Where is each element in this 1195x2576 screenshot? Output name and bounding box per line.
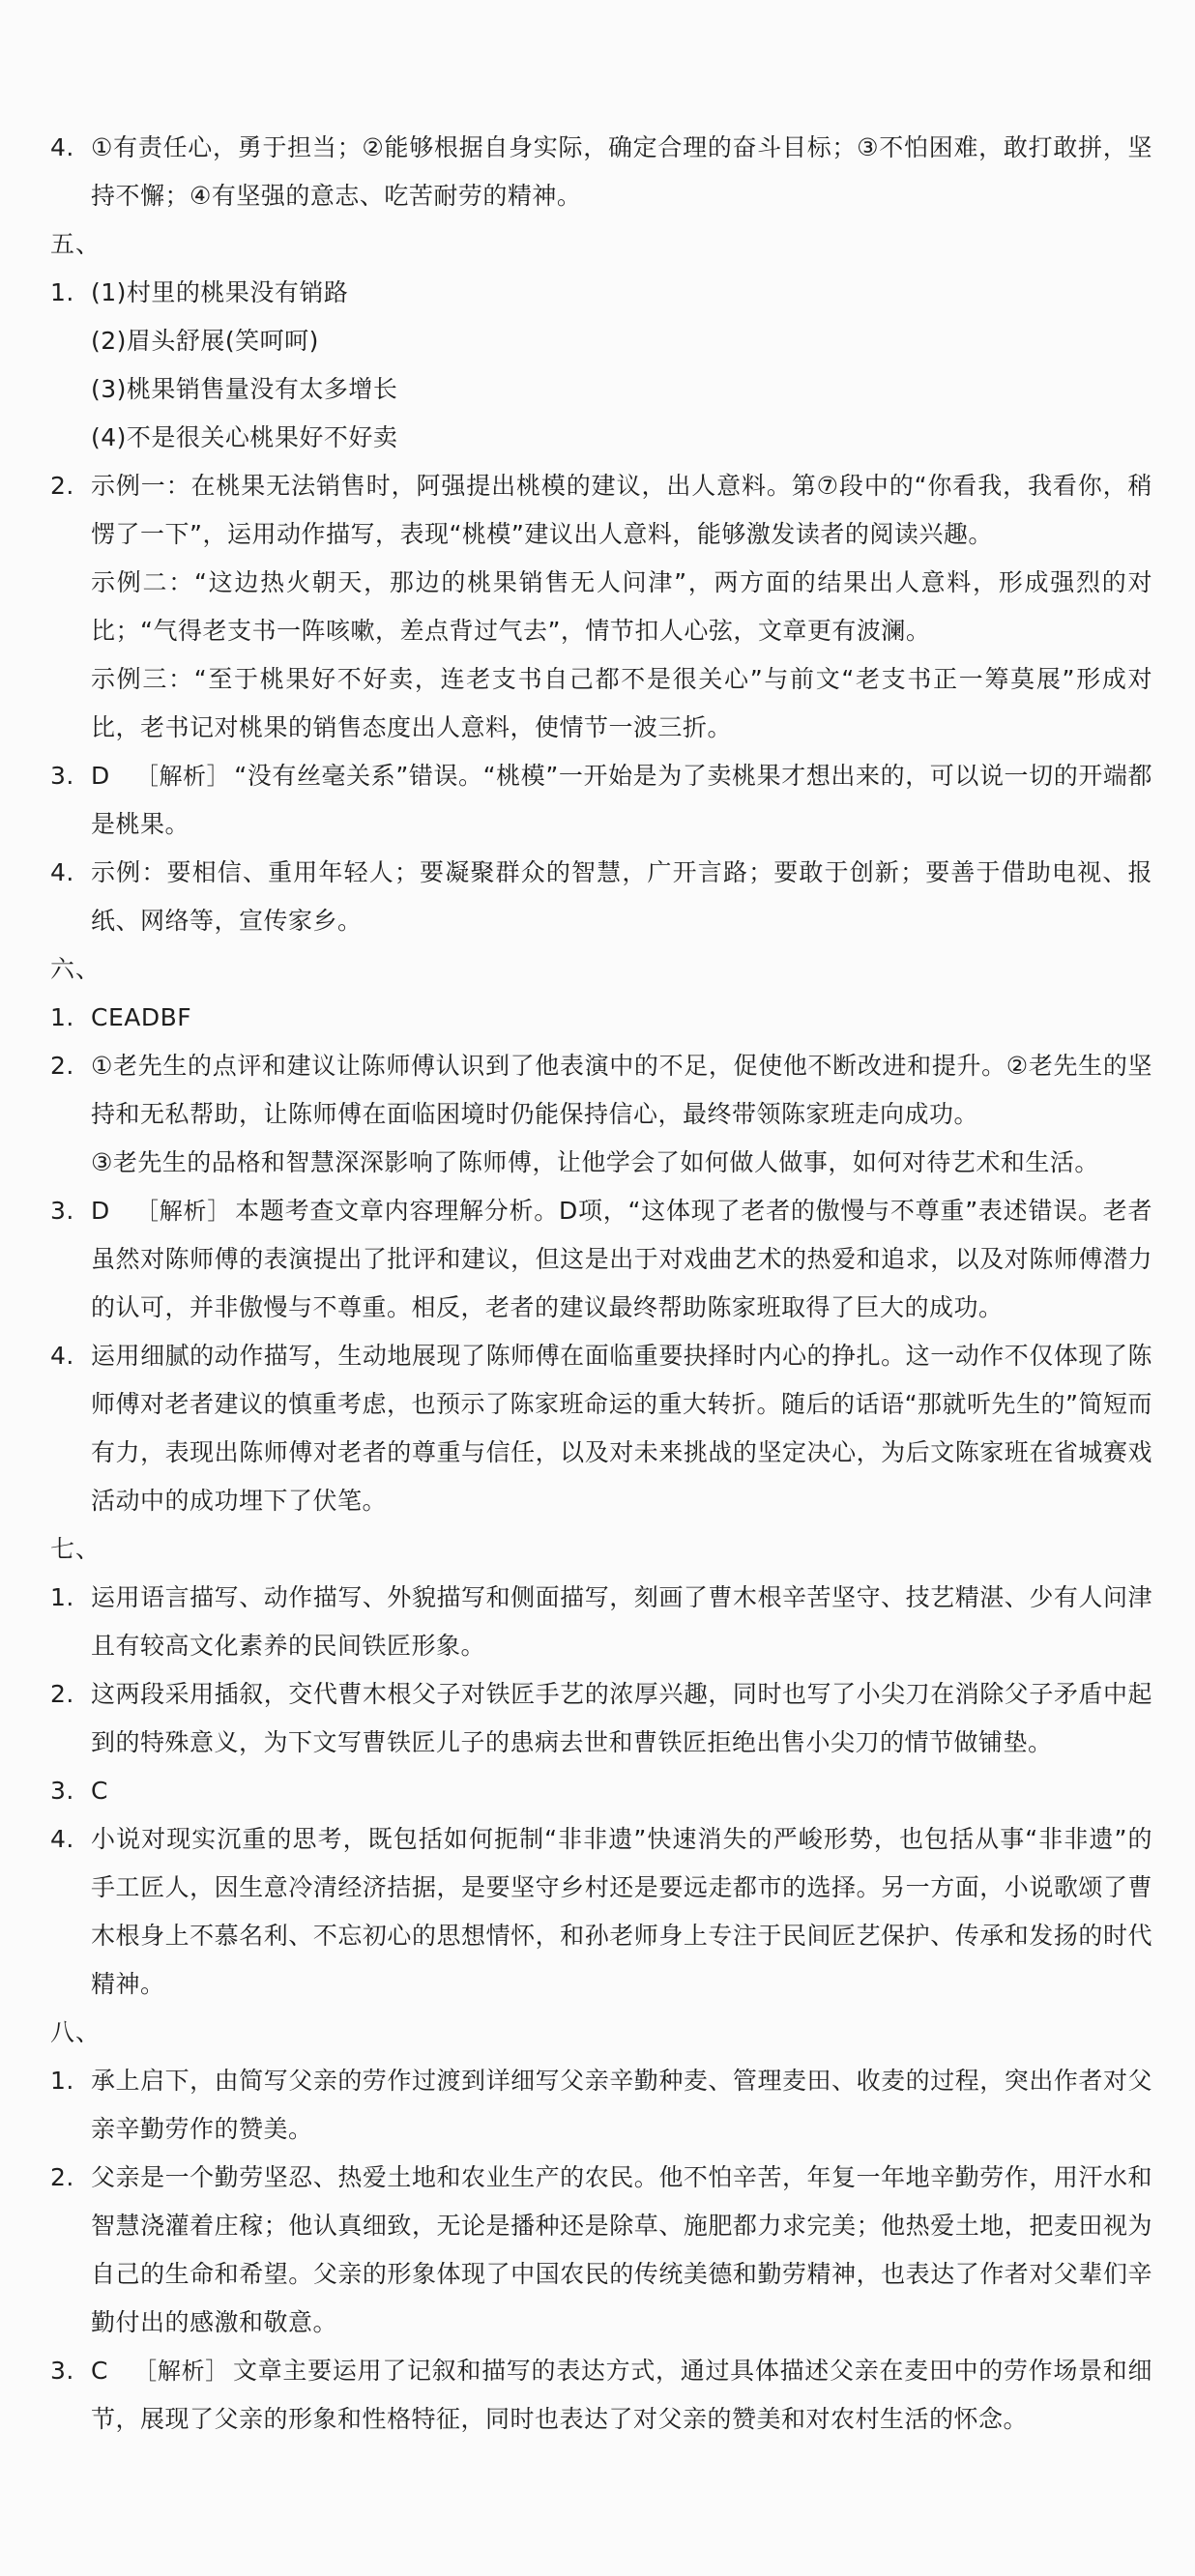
- answer-paragraph: [91, 655, 1152, 752]
- item-content: [91, 2347, 1152, 2444]
- item-number: 3.: [50, 1777, 74, 1805]
- answer-item: [50, 1042, 1152, 1187]
- paragraph-text: 示例：要相信、重用年轻人；要凝聚群众的智慧，广开言路；要敢于创新；要善于借助电视、报纸、网络等，宣传家乡。: [91, 858, 1152, 935]
- item-content: [91, 124, 1152, 220]
- answer-item: [50, 269, 1152, 462]
- item-content: [91, 1574, 1152, 1670]
- item-number: 1.: [50, 2067, 74, 2095]
- answer-paragraph: [91, 752, 1152, 849]
- answer-section: [50, 2009, 1152, 2444]
- answer-item: [50, 2057, 1152, 2154]
- item-content: [91, 2057, 1152, 2154]
- answer-paragraph: [91, 2154, 1152, 2347]
- answer-item: [50, 1574, 1152, 1670]
- item-content: [91, 849, 1152, 945]
- answer-item: [50, 1332, 1152, 1525]
- paragraph-text: “没有丝毫关系”错误。“桃模”一开始是为了卖桃果才想出来的，可以说一切的开端都是桃果。: [91, 762, 1153, 838]
- paragraph-text: 文章主要运用了记叙和描写的表达方式，通过具体描述父亲在麦田中的劳作场景和细节，展现了父亲的形象和性格特征，同时也表达了对父亲的赞美和对农村生活的怀念。: [91, 2357, 1152, 2433]
- answer-item: [50, 1670, 1152, 1767]
- answer-section: [50, 124, 1152, 220]
- item-number: 3.: [50, 1197, 74, 1225]
- paragraph-text: CEADBF: [91, 1003, 192, 1031]
- item-number: 3.: [50, 2357, 74, 2385]
- answer-paragraph: [91, 849, 1152, 945]
- paragraph-text: ③老先生的品格和智慧深深影响了陈师傅，让他学会了如何做人做事，如何对待艺术和生活。: [91, 1148, 1099, 1176]
- section-heading: 五、: [50, 230, 102, 258]
- answer-item: [50, 2347, 1152, 2444]
- answer-item: [50, 752, 1152, 849]
- paragraph-text: 本题考查文章内容理解分析。D项，“这体现了老者的傲慢与不尊重”表述错误。老者虽然对陈师傅的表演提出了批评和建议，但这是出于对戏曲艺术的热爱和追求，以及对陈师傅潜力的认可，并非傲慢与不尊重。相反，老者的建议最终帮助陈家班取得了巨大的成功。: [91, 1197, 1152, 1321]
- answer-paragraph: [91, 124, 1152, 220]
- answer-section: [50, 945, 1152, 1525]
- answer-paragraph: [91, 1670, 1152, 1767]
- answer-paragraph: [91, 462, 1152, 559]
- paragraph-text: 示例二：“这边热火朝天，那边的桃果销售无人问津”，两方面的结果出人意料，形成强烈的对比；“气得老支书一阵咳嗽，差点背过气去”，情节扣人心弦，文章更有波澜。: [91, 568, 1152, 645]
- paragraph-text: ①老先生的点评和建议让陈师傅认识到了他表演中的不足，促使他不断改进和提升。②老先生的坚持和无私帮助，让陈师傅在面临困境时仍能保持信心，最终带领陈家班走向成功。: [91, 1052, 1152, 1128]
- paragraph-text: (4)不是很关心桃果好不好卖: [91, 423, 398, 451]
- item-number: 4.: [50, 858, 74, 886]
- answer-item: [50, 994, 1152, 1042]
- choice-answer: C: [91, 2357, 108, 2385]
- choice-answer: D: [91, 762, 110, 790]
- paragraph-text: 运用语言描写、动作描写、外貌描写和侧面描写，刻画了曹木根辛苦坚守、技艺精湛、少有人问津且有较高文化素养的民间铁匠形象。: [91, 1583, 1152, 1660]
- answer-paragraph: [91, 1574, 1152, 1670]
- item-content: [91, 1670, 1152, 1767]
- item-number: 1.: [50, 1583, 74, 1611]
- answer-section: [50, 1525, 1152, 2009]
- answer-item: [50, 1815, 1152, 2009]
- item-content: [91, 1767, 1152, 1815]
- item-content: [91, 2154, 1152, 2347]
- paragraph-text: 示例三：“至于桃果好不好卖，连老支书自己都不是很关心”与前文“老支书正一筹莫展”形成对比，老书记对桃果的销售态度出人意料，使情节一波三折。: [91, 665, 1152, 741]
- paragraph-text: 这两段采用插叙，交代曹木根父子对铁匠手艺的浓厚兴趣，同时也写了小尖刀在消除父子矛盾中起到的特殊意义，为下文写曹铁匠儿子的患病去世和曹铁匠拒绝出售小尖刀的情节做铺垫。: [91, 1680, 1152, 1756]
- item-number: 4.: [50, 1825, 74, 1853]
- paragraph-text: 父亲是一个勤劳坚忍、热爱土地和农业生产的农民。他不怕辛苦，年复一年地辛勤劳作，用汗水和智慧浇灌着庄稼；他认真细致，无论是播种还是除草、施肥都力求完美；他热爱土地，把麦田视为自己的生命和希望。父亲的形象体现了中国农民的传统美德和勤劳精神，也表达了作者对父辈们辛勤付出的感激和敬意。: [91, 2163, 1152, 2336]
- answer-paragraph: [91, 2057, 1152, 2154]
- item-content: [91, 752, 1152, 849]
- answer-paragraph: [91, 559, 1152, 655]
- item-content: [91, 1187, 1152, 1332]
- section-heading: 六、: [50, 955, 102, 983]
- answer-paragraph: [91, 994, 1152, 1042]
- item-number: 2.: [50, 1052, 74, 1080]
- answer-paragraph: [91, 1042, 1152, 1139]
- answer-item: [50, 124, 1152, 220]
- section-heading: 七、: [50, 1535, 102, 1563]
- paragraph-text: 承上启下，由简写父亲的劳作过渡到详细写父亲辛勤种麦、管理麦田、收麦的过程，突出作者对父亲辛勤劳作的赞美。: [91, 2067, 1152, 2143]
- paragraph-text: (3)桃果销售量没有太多增长: [91, 375, 398, 403]
- answer-item: [50, 1187, 1152, 1332]
- analysis-label: ［解析］: [134, 1198, 232, 1225]
- item-number: 2.: [50, 1680, 74, 1708]
- item-number: 2.: [50, 472, 74, 500]
- answer-key-page: [50, 124, 1152, 2444]
- item-number: 4.: [50, 133, 74, 161]
- answer-paragraph: [91, 414, 1152, 462]
- item-number: 1.: [50, 1003, 74, 1031]
- item-content: [91, 994, 1152, 1042]
- analysis-label: ［解析］: [134, 763, 231, 790]
- answer-paragraph: [91, 1767, 1152, 1815]
- item-number: 3.: [50, 762, 74, 790]
- answer-paragraph: [91, 1139, 1152, 1187]
- paragraph-text: 小说对现实沉重的思考，既包括如何扼制“非非遗”快速消失的严峻形势，也包括从事“非非遗”的手工匠人，因生意冷清经济拮据，是要坚守乡村还是要远走都市的选择。另一方面，小说歌颂了曹木根身上不慕名利、不忘初心的思想情怀，和孙老师身上专注于民间匠艺保护、传承和发扬的时代精神。: [91, 1825, 1152, 1998]
- paragraph-text: (2)眉头舒展(笑呵呵): [91, 327, 319, 355]
- answer-paragraph: [91, 269, 1152, 317]
- answer-section: [50, 220, 1152, 945]
- item-number: 4.: [50, 1342, 74, 1370]
- answer-item: [50, 849, 1152, 945]
- section-heading: 八、: [50, 2018, 102, 2046]
- answer-item: [50, 2154, 1152, 2347]
- paragraph-text: (1)村里的桃果没有销路: [91, 278, 349, 306]
- item-number: 1.: [50, 278, 74, 306]
- item-content: [91, 1042, 1152, 1187]
- answer-paragraph: [91, 2347, 1152, 2444]
- answer-item: [50, 462, 1152, 752]
- paragraph-text: ①有责任心，勇于担当；②能够根据自身实际，确定合理的奋斗目标；③不怕困难，敢打敢拼，坚持不懈；④有坚强的意志、吃苦耐劳的精神。: [91, 133, 1152, 210]
- item-content: [91, 1815, 1152, 2009]
- choice-answer: D: [91, 1197, 110, 1225]
- answer-paragraph: [91, 1187, 1152, 1332]
- item-number: 2.: [50, 2163, 74, 2191]
- answer-paragraph: [91, 317, 1152, 365]
- answer-paragraph: [91, 1815, 1152, 2009]
- answer-item: [50, 1767, 1152, 1815]
- answer-paragraph: [91, 365, 1152, 414]
- answer-paragraph: [91, 1332, 1152, 1525]
- paragraph-text: 示例一：在桃果无法销售时，阿强提出桃模的建议，出人意料。第⑦段中的“你看我，我看你，稍愣了一下”，运用动作描写，表现“桃模”建议出人意料，能够激发读者的阅读兴趣。: [91, 472, 1152, 548]
- analysis-label: ［解析］: [132, 2358, 230, 2385]
- item-content: [91, 462, 1152, 752]
- item-content: [91, 1332, 1152, 1525]
- paragraph-text: C: [91, 1777, 108, 1805]
- paragraph-text: 运用细腻的动作描写，生动地展现了陈师傅在面临重要抉择时内心的挣扎。这一动作不仅体现了陈师傅对老者建议的慎重考虑，也预示了陈家班命运的重大转折。随后的话语“那就听先生的”简短而有力，表现出陈师傅对老者的尊重与信任，以及对未来挑战的坚定决心，为后文陈家班在省城赛戏活动中的成功埋下了伏笔。: [91, 1342, 1152, 1515]
- item-content: [91, 269, 1152, 462]
